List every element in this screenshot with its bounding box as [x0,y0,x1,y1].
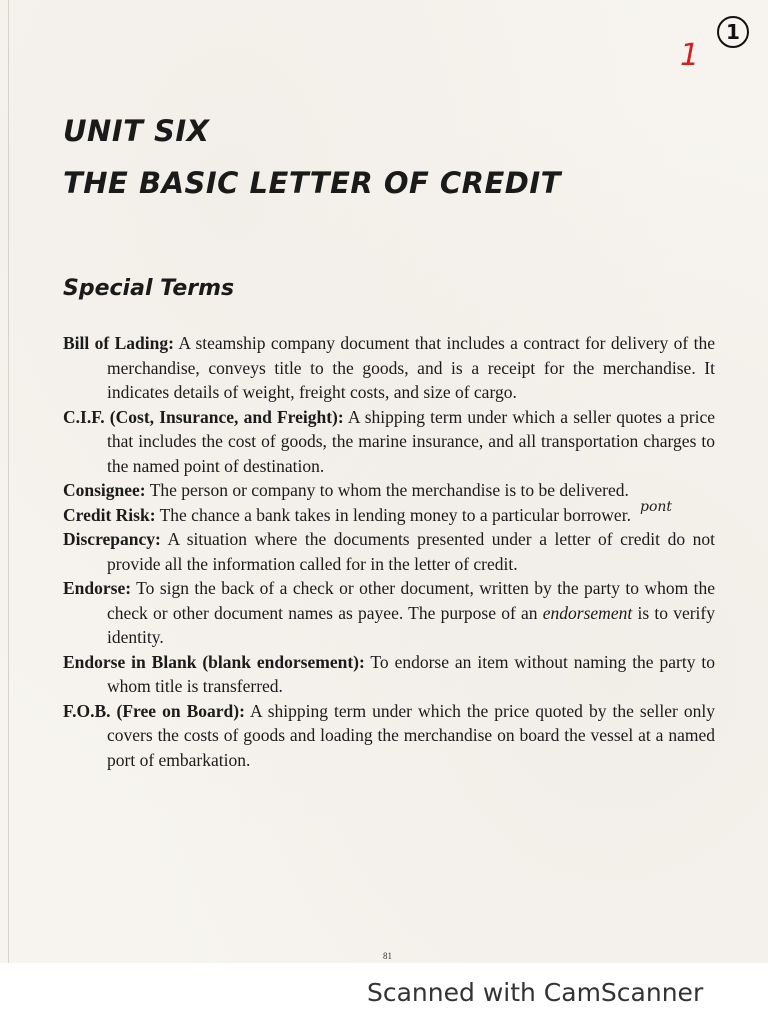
term-entry [63,527,715,576]
term-definition: To endorse an item without naming the party to whom title is transferred. [107,651,715,696]
red-handwritten-number: 1 [680,38,700,73]
page-edge-line [8,0,9,963]
term-name: Endorse in Blank (blank endorsement): [63,651,365,672]
main-title: THE BASIC LETTER OF CREDIT [63,166,561,200]
term-definition [107,578,715,647]
term-definition: A situation where the documents presented under a letter of credit do not provide all the information called for in the letter of credit. [107,529,715,574]
camscanner-watermark: Scanned with CamScanner [367,978,704,1007]
term-entry [63,699,715,773]
section-title: Special Terms [63,276,235,301]
term-name: F.O.B. (Free on Board): [63,700,245,721]
emphasized-word: endorsement [542,602,633,623]
unit-title: UNIT SIX [63,114,210,148]
term-definition-part: is to verify identity. [107,602,715,647]
term-entry [63,576,715,650]
page-number: 81 [383,951,392,961]
term-entry [63,503,715,528]
circled-page-number: 1 [717,16,749,48]
term-entry [63,331,715,405]
term-name: Discrepancy: [63,529,161,549]
term-definition: The chance a bank takes in lending money to a particular borrower. [159,504,631,525]
term-definition: A shipping term under which the price quoted by the seller only covers the costs of goods and loading the merchandise on board the vessel at a named port of embarkation. [107,700,715,770]
term-name: Endorse: [63,578,132,598]
term-definition: The person or company to whom the merchandise is to be delivered. [149,480,629,500]
term-definition: A shipping term under which a seller quotes a price that includes the cost of goods, the marine insurance, and all transportation charges to the named point of destination. [107,406,715,476]
term-name: C.I.F. (Cost, Insurance, and Freight): [63,406,344,427]
term-entry [63,650,715,699]
term-definition-part: To sign the back of a check or other document, written by the party to whom the check or other document names as payee. The purpose of an [107,578,715,623]
term-name: Credit Risk: [63,504,156,525]
term-name: Consignee: [63,480,146,500]
term-definition: A steamship company document that includes a contract for delivery of the merchandise, conveys title to the goods, and is a receipt for the merchandise. It indicates details of weight, freight costs, and size of cargo. [107,333,715,402]
term-name: Bill of Lading: [63,333,174,353]
handwritten-correction-note: pont [640,499,673,515]
term-entry [63,405,715,479]
terms-list [63,331,715,772]
term-entry [63,478,715,503]
